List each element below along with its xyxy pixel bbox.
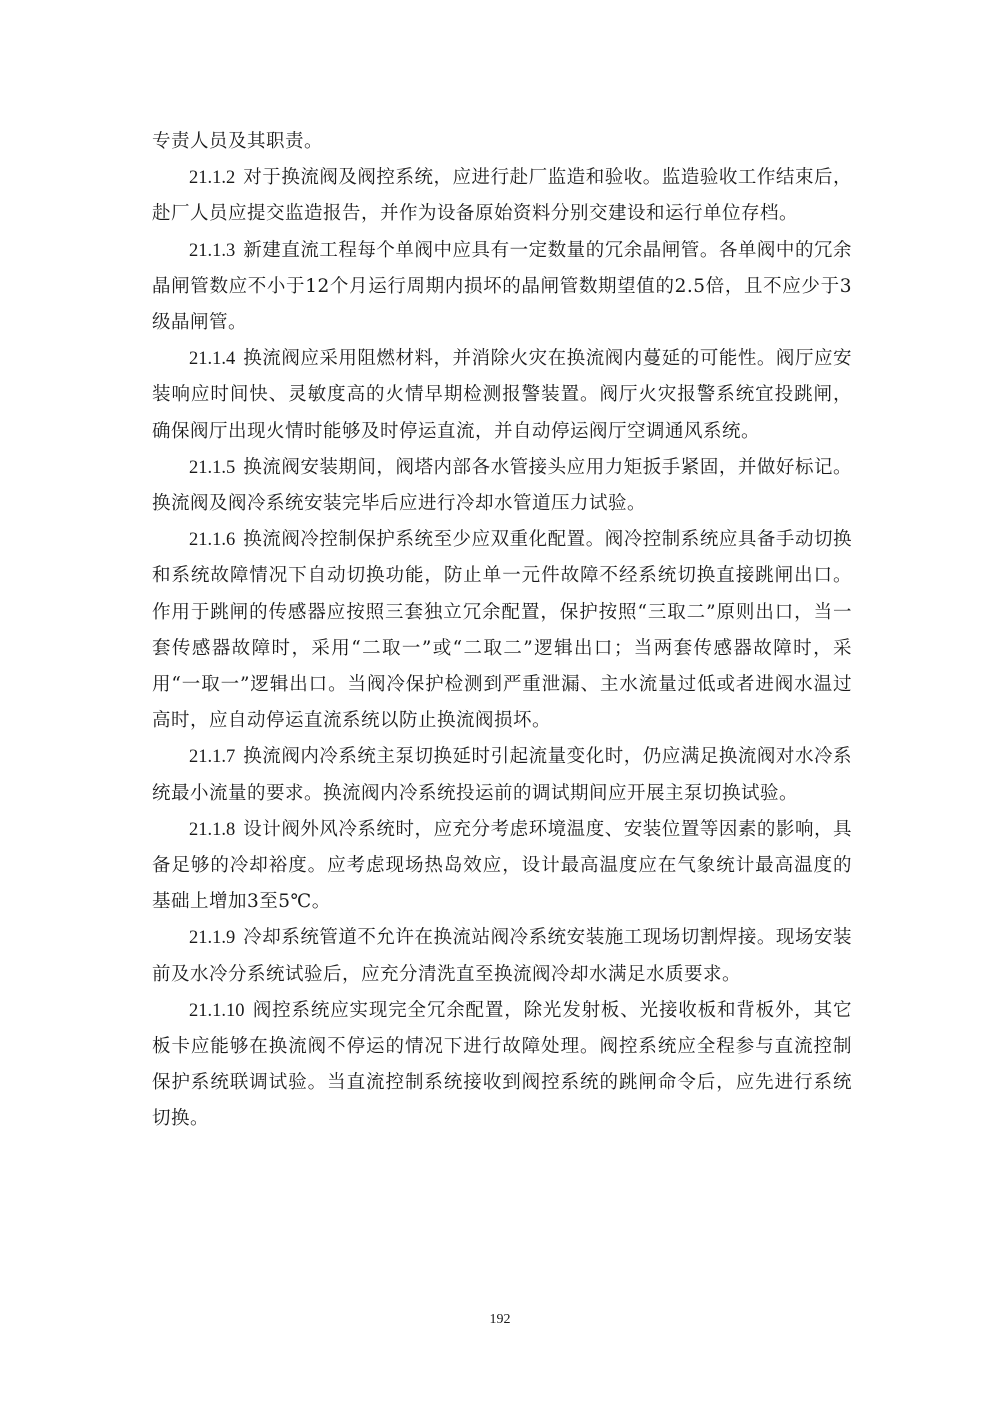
clause-21-1-4 xyxy=(152,341,852,450)
clause-number: 21.1.8 xyxy=(189,819,236,840)
clause-text: 阀控系统应实现完全冗余配置，除光发射板、光接收板和背板外，其它板卡应能够在换流阀不停运的情况下进行故障处理。阀控系统应全程参与直流控制保护系统联调试验。当直流控制系统接收到阀控系统的跳闸命令后，应先进行系统切换。 xyxy=(152,999,852,1130)
clause-21-1-5 xyxy=(152,450,852,522)
page-number: 192 xyxy=(489,1312,511,1327)
clause-text: 换流阀内冷系统主泵切换延时引起流量变化时，仍应满足换流阀对水冷系统最小流量的要求。换流阀内冷系统投运前的调试期间应开展主泵切换试验。 xyxy=(152,746,852,804)
clause-text: 换流阀应采用阻燃材料，并消除火灾在换流阀内蔓延的可能性。阀厅应安装响应时间快、灵敏度高的火情早期检测报警装置。阀厅火灾报警系统宜投跳闸，确保阀厅出现火情时能够及时停运直流，并自动停运阀厅空调通风系统。 xyxy=(152,348,852,442)
clause-text: 换流阀安装期间，阀塔内部各水管接头应用力矩扳手紧固，并做好标记。换流阀及阀冷系统安装完毕后应进行冷却水管道压力试验。 xyxy=(152,456,852,515)
paragraph-continuation xyxy=(152,124,852,160)
clause-number: 21.1.4 xyxy=(189,349,236,370)
clause-21-1-3 xyxy=(152,233,852,342)
clause-21-1-6 xyxy=(152,522,852,739)
clause-21-1-10 xyxy=(152,993,852,1138)
clause-21-1-7 xyxy=(152,739,852,811)
clause-number: 21.1.7 xyxy=(189,747,236,768)
clause-text: 新建直流工程每个单阀中应具有一定数量的冗余晶闸管。各单阀中的冗余晶闸管数应不小于12个月运行周期内损坏的晶闸管数期望值的2.5倍，且不应少于3级晶闸管。 xyxy=(152,239,852,334)
clause-number: 21.1.6 xyxy=(189,530,236,551)
clause-text: 设计阀外风冷系统时，应充分考虑环境温度、安装位置等因素的影响，具备足够的冷却裕度。应考虑现场热岛效应，设计最高温度应在气象统计最高温度的基础上增加3至5℃。 xyxy=(152,818,852,913)
document-body xyxy=(152,124,852,1138)
clause-number: 21.1.5 xyxy=(189,457,236,478)
clause-21-1-9 xyxy=(152,920,852,992)
clause-text: 对于换流阀及阀控系统，应进行赴厂监造和验收。监造验收工作结束后，赴厂人员应提交监造报告，并作为设备原始资料分别交建设和运行单位存档。 xyxy=(152,167,852,225)
clause-21-1-8 xyxy=(152,812,852,921)
paragraph-text: 专责人员及其职责。 xyxy=(152,131,324,152)
clause-number: 21.1.10 xyxy=(189,1000,245,1021)
clause-text: 换流阀冷控制保护系统至少应双重化配置。阀冷控制系统应具备手动切换和系统故障情况下自动切换功能，防止单一元件故障不经系统切换直接跳闸出口。作用于跳闸的传感器应按照三套独立冗余配置，保护按照“三取二”原则出口，当一套传感器故障时，采用“二取一”或“二取二”逻辑出口；当两套传感器故障时，采用“一取一”逻辑出口。当阀冷保护检测到严重泄漏、主水流量过低或者进阀水温过高时，应自动停运直流系统以防止换流阀损坏。 xyxy=(152,529,852,732)
clause-number: 21.1.2 xyxy=(189,168,236,189)
clause-21-1-2 xyxy=(152,160,852,232)
clause-text: 冷却系统管道不允许在换流站阀冷系统安装施工现场切割焊接。现场安装前及水冷分系统试验后，应充分清洗直至换流阀冷却水满足水质要求。 xyxy=(152,927,852,985)
clause-number: 21.1.3 xyxy=(189,240,236,261)
clause-number: 21.1.9 xyxy=(189,928,236,949)
